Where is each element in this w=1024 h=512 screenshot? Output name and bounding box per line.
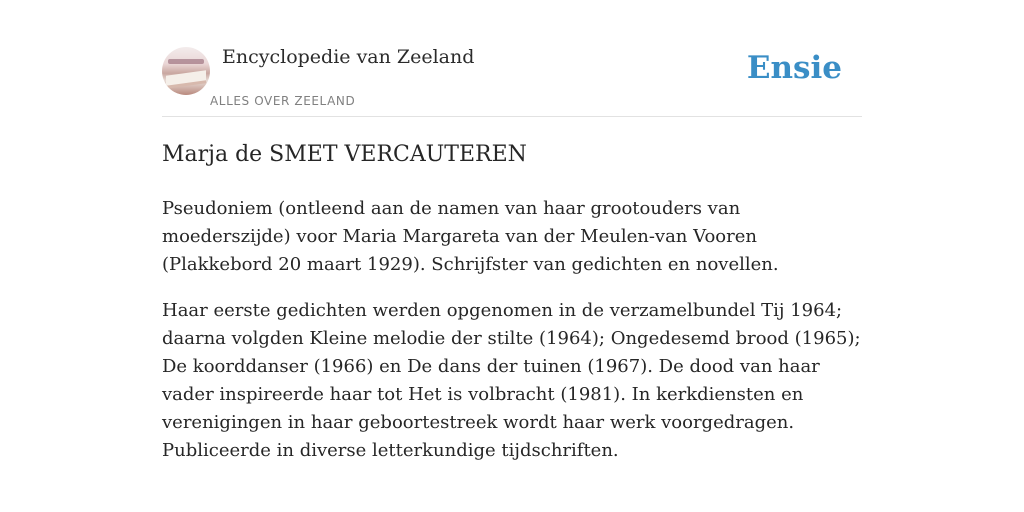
avatar-band-decoration: [168, 59, 204, 64]
page-title: Marja de SMET VERCAUTEREN: [162, 142, 527, 167]
avatar-book-decoration: [166, 70, 206, 86]
site-title-link[interactable]: Encyclopedie van Zeeland: [222, 46, 475, 68]
encyclopedia-avatar-image[interactable]: [162, 47, 210, 95]
ensie-logo-link[interactable]: Ensie: [746, 50, 842, 86]
article-paragraph: Pseudoniem (ontleend aan de namen van haar grootouders van moederszijde) voor Maria Margareta van der Meulen-van Vooren (Plakkebord 20 maart 1929). Schrijfster van gedichten en novellen.: [162, 198, 779, 275]
article-paragraph: Haar eerste gedichten werden opgenomen in de verzamelbundel Tij 1964; daarna volgden Kleine melodie der stilte (1964); Ongedesemd brood (1965); De koorddanser (1966) en De dans der tuinen (1967). De dood van haar vader inspireerde haar tot Het is volbracht (1981). In kerkdiensten en verenigingen in haar geboortestreek wordt haar werk voorgedragen. Publiceerde in diverse letterkundige tijdschriften.: [162, 300, 861, 461]
site-tagline: ALLES OVER ZEELAND: [210, 94, 356, 108]
article: [162, 140, 862, 483]
header: [162, 40, 862, 117]
